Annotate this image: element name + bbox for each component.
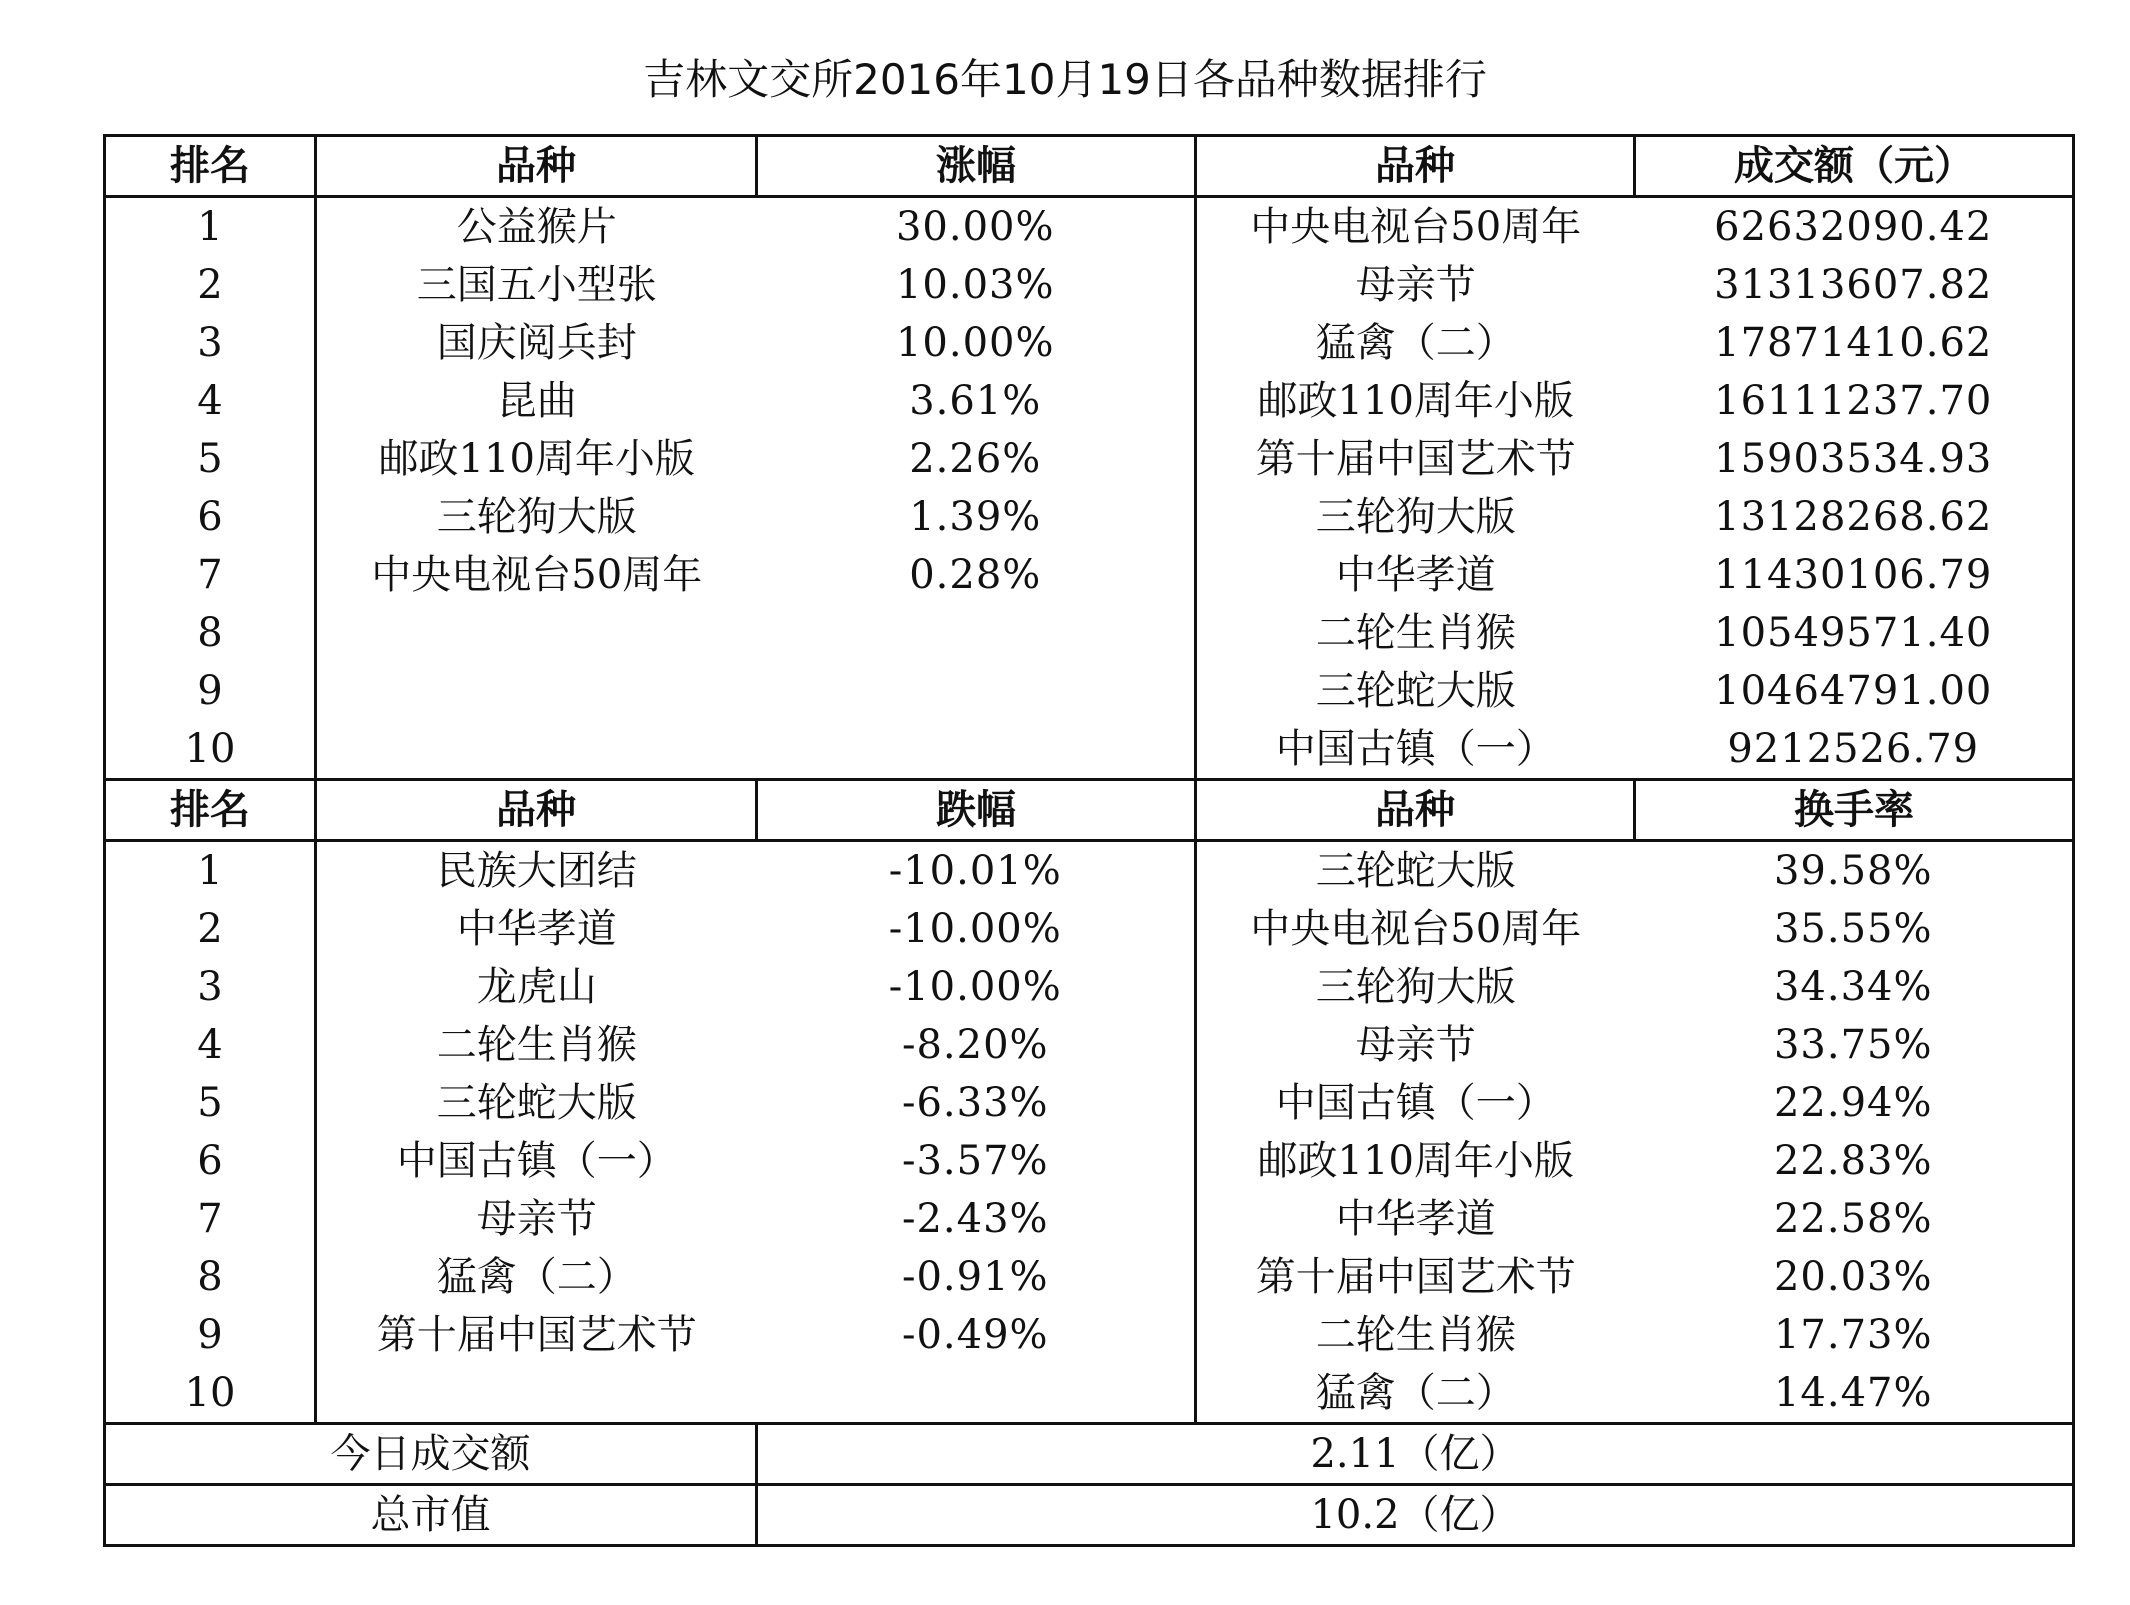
name-cell: 猛禽（二）: [436, 1254, 637, 1300]
name-cell: 中华孝道: [456, 906, 617, 952]
summary-value: 2.11（亿）: [757, 1424, 2074, 1485]
change-cell: -10.00%: [757, 958, 1196, 1016]
rank-cell: 9: [105, 1306, 316, 1364]
change-cell: 0.28%: [757, 546, 1196, 604]
header-metric: 成交额（元）: [1635, 136, 2074, 197]
metric-cell: 22.58%: [1635, 1190, 2074, 1248]
change-cell: -6.33%: [757, 1074, 1196, 1132]
summary-label: 总市值: [105, 1485, 757, 1546]
name-cell: 中央电视台50周年: [371, 552, 703, 598]
name-cell: [316, 604, 757, 662]
table-row: [105, 1190, 2074, 1248]
name-cell: 国庆阅兵封: [436, 320, 637, 366]
name-cell: [316, 662, 757, 720]
name-cell-2: 第十届中国艺术节: [1255, 1254, 1576, 1300]
name-cell: 邮政110周年小版: [378, 436, 695, 482]
rank-cell: 2: [105, 900, 316, 958]
change-cell: 10.00%: [757, 314, 1196, 372]
name-cell-2: 母亲节: [1355, 1022, 1476, 1068]
summary-label: 今日成交额: [105, 1424, 757, 1485]
name-cell-2: 中国古镇（一）: [1275, 726, 1556, 772]
rank-cell: 3: [105, 314, 316, 372]
metric-cell: 10464791.00: [1635, 662, 2074, 720]
name-cell-2: 中央电视台50周年: [1250, 906, 1582, 952]
name-cell: 公益猴片: [456, 204, 617, 250]
rank-cell: 9: [105, 662, 316, 720]
rank-cell: 2: [105, 256, 316, 314]
table-row: [105, 662, 2074, 720]
header-metric: 换手率: [1635, 780, 2074, 841]
change-cell: -0.49%: [757, 1306, 1196, 1364]
change-cell: [757, 604, 1196, 662]
header-change: 跌幅: [757, 780, 1196, 841]
name-cell: 昆曲: [496, 378, 577, 424]
header-change: 涨幅: [757, 136, 1196, 197]
rank-cell: 4: [105, 1016, 316, 1074]
name-cell: 三国五小型张: [416, 262, 657, 308]
summary-row: [105, 1424, 2074, 1485]
name-cell-2: 中央电视台50周年: [1250, 204, 1582, 250]
change-cell: [757, 662, 1196, 720]
table-row: [105, 314, 2074, 372]
rank-cell: 1: [105, 197, 316, 257]
name-cell: 三轮狗大版: [436, 494, 637, 540]
change-cell: [757, 1364, 1196, 1424]
rank-cell: 7: [105, 546, 316, 604]
rank-cell: 6: [105, 1132, 316, 1190]
rank-cell: 4: [105, 372, 316, 430]
name-cell-2: 猛禽（二）: [1315, 1370, 1516, 1416]
table-row: [105, 604, 2074, 662]
rank-cell: 10: [105, 720, 316, 780]
table-row: [105, 430, 2074, 488]
name-cell-2: 二轮生肖猴: [1315, 610, 1516, 656]
table-row: [105, 1306, 2074, 1364]
name-cell: 母亲节: [476, 1196, 597, 1242]
metric-cell: 10549571.40: [1635, 604, 2074, 662]
change-cell: 10.03%: [757, 256, 1196, 314]
table-row: [105, 1132, 2074, 1190]
table-row: [105, 900, 2074, 958]
name-cell-2: 猛禽（二）: [1315, 320, 1516, 366]
name-cell-2: 三轮狗大版: [1315, 494, 1516, 540]
table-row: [105, 372, 2074, 430]
name-cell: 中国古镇（一）: [396, 1138, 677, 1184]
name-cell-2: 三轮蛇大版: [1315, 848, 1516, 894]
name-cell-2: 邮政110周年小版: [1257, 1138, 1574, 1184]
header-name: 品种: [316, 780, 757, 841]
change-cell: 30.00%: [757, 197, 1196, 257]
rank-cell: 1: [105, 841, 316, 901]
name-cell: 第十届中国艺术节: [376, 1312, 697, 1358]
metric-cell: 33.75%: [1635, 1016, 2074, 1074]
name-cell-2: 中华孝道: [1335, 1196, 1496, 1242]
table-row: [105, 256, 2074, 314]
table-row: [105, 488, 2074, 546]
table-row: [105, 1248, 2074, 1306]
name-cell: 三轮蛇大版: [436, 1080, 637, 1126]
name-cell-2: 三轮狗大版: [1315, 964, 1516, 1010]
change-cell: -10.00%: [757, 900, 1196, 958]
table-row: [105, 720, 2074, 780]
name-cell-2: 三轮蛇大版: [1315, 668, 1516, 714]
section2-header-row: [105, 780, 2074, 841]
table-row: [105, 841, 2074, 901]
name-cell-2: 母亲节: [1355, 262, 1476, 308]
metric-cell: 11430106.79: [1635, 546, 2074, 604]
name-cell-2: 邮政110周年小版: [1257, 378, 1574, 424]
metric-cell: 22.94%: [1635, 1074, 2074, 1132]
name-cell-2: 中华孝道: [1335, 552, 1496, 598]
rank-cell: 8: [105, 1248, 316, 1306]
rank-cell: 5: [105, 1074, 316, 1132]
name-cell-2: 第十届中国艺术节: [1255, 436, 1576, 482]
rank-cell: 5: [105, 430, 316, 488]
change-cell: 3.61%: [757, 372, 1196, 430]
table-row: [105, 546, 2074, 604]
page-title: 吉林文交所2016年10月19日各品种数据排行: [643, 55, 1487, 104]
name-cell: [316, 720, 757, 780]
metric-cell: 15903534.93: [1635, 430, 2074, 488]
header-rank: 排名: [105, 780, 316, 841]
table-row: [105, 1074, 2074, 1132]
change-cell: -10.01%: [757, 841, 1196, 901]
metric-cell: 39.58%: [1635, 841, 2074, 901]
header-name-2: 品种: [1196, 780, 1635, 841]
section1-header-row: [105, 136, 2074, 197]
table-row: [105, 1364, 2074, 1424]
name-cell-2: 二轮生肖猴: [1315, 1312, 1516, 1358]
rank-cell: 10: [105, 1364, 316, 1424]
rank-cell: 6: [105, 488, 316, 546]
summary-value: 10.2（亿）: [757, 1485, 2074, 1546]
change-cell: -3.57%: [757, 1132, 1196, 1190]
table-row: [105, 1016, 2074, 1074]
change-cell: -2.43%: [757, 1190, 1196, 1248]
name-cell: 二轮生肖猴: [436, 1022, 637, 1068]
metric-cell: 13128268.62: [1635, 488, 2074, 546]
name-cell: 民族大团结: [436, 848, 637, 894]
metric-cell: 17.73%: [1635, 1306, 2074, 1364]
rank-cell: 8: [105, 604, 316, 662]
metric-cell: 31313607.82: [1635, 256, 2074, 314]
metric-cell: 14.47%: [1635, 1364, 2074, 1424]
ranking-table: [103, 134, 2075, 1547]
name-cell: 龙虎山: [476, 964, 597, 1010]
metric-cell: 22.83%: [1635, 1132, 2074, 1190]
change-cell: 1.39%: [757, 488, 1196, 546]
name-cell-2: 中国古镇（一）: [1275, 1080, 1556, 1126]
metric-cell: 9212526.79: [1635, 720, 2074, 780]
header-rank: 排名: [105, 136, 316, 197]
header-name-2: 品种: [1196, 136, 1635, 197]
metric-cell: 35.55%: [1635, 900, 2074, 958]
summary-row: [105, 1485, 2074, 1546]
table-row: [105, 197, 2074, 257]
rank-cell: 7: [105, 1190, 316, 1248]
metric-cell: 16111237.70: [1635, 372, 2074, 430]
ranking-table-body: [105, 136, 2074, 1546]
metric-cell: 34.34%: [1635, 958, 2074, 1016]
change-cell: -8.20%: [757, 1016, 1196, 1074]
metric-cell: 17871410.62: [1635, 314, 2074, 372]
metric-cell: 62632090.42: [1635, 197, 2074, 257]
header-name: 品种: [316, 136, 757, 197]
change-cell: 2.26%: [757, 430, 1196, 488]
change-cell: [757, 720, 1196, 780]
rank-cell: 3: [105, 958, 316, 1016]
metric-cell: 20.03%: [1635, 1248, 2074, 1306]
name-cell: [316, 1364, 757, 1424]
change-cell: -0.91%: [757, 1248, 1196, 1306]
table-row: [105, 958, 2074, 1016]
